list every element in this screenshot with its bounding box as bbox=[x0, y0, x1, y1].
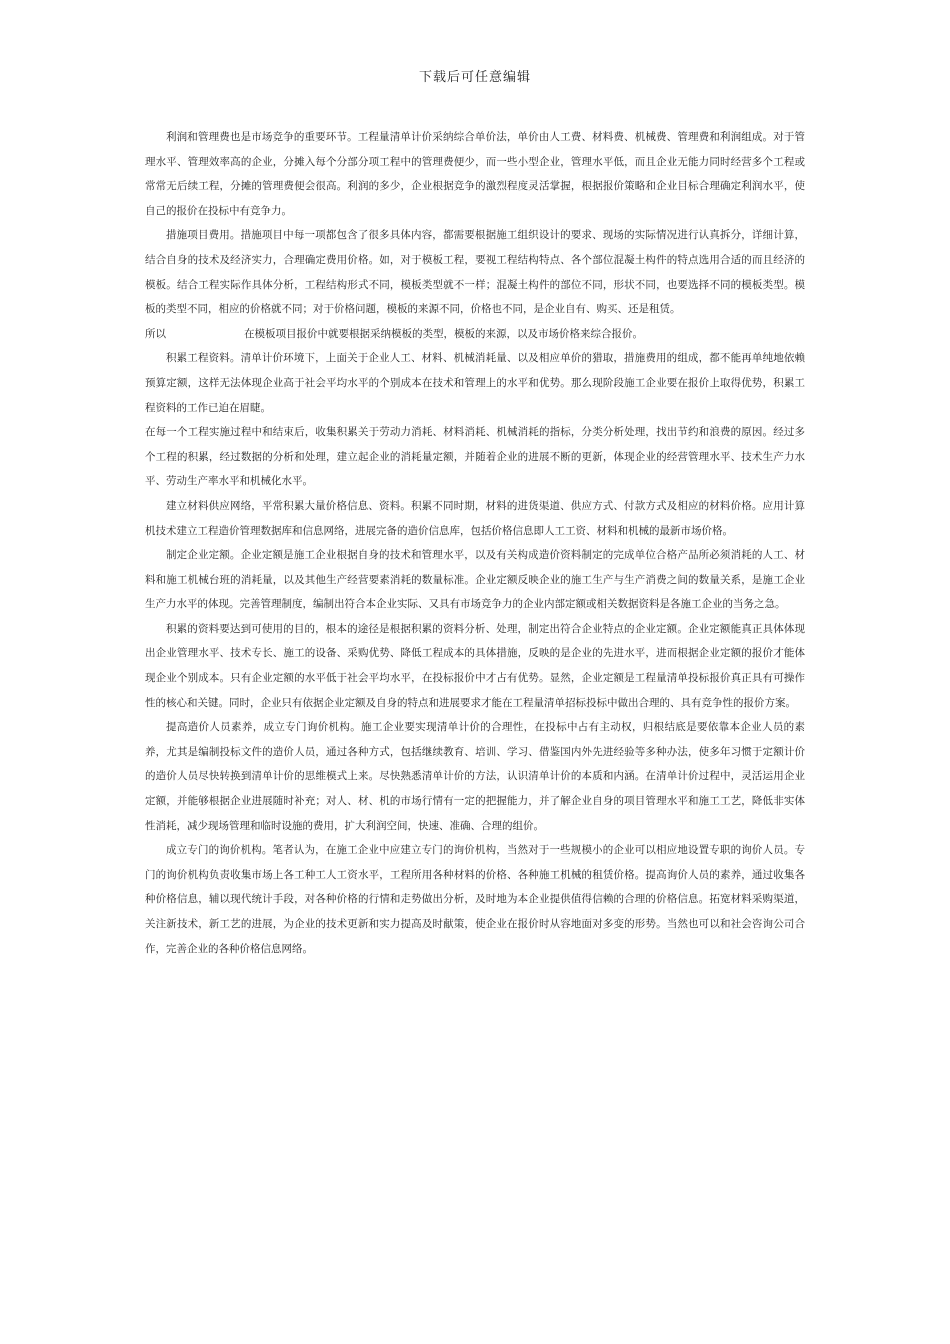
document-body bbox=[145, 125, 805, 961]
paragraph-measures-cost: 措施项目费用。措施项目中每一项都包含了很多具体内容，都需要根据施工组织设计的要求、现场的实际情况进行认真拆分，详细计算，结合自身的技术及经济实力，合理确定费用价格。如，对于模板工程，要视工程结构特点、各个部位混凝土构件的特点选用合适的而且经济的模板。结合工程实际作具体分析，工程结构形式不同，模板类型就不一样；混凝土构件的部位不同，形状不同，也要选择不同的模板类型。模板的类型不同，相应的价格就不同；对于价格问题，模板的来源不同，价格也不同，是企业自有、购买、还是租赁。 bbox=[145, 229, 805, 316]
paragraph-profit-management: 利润和管理费也是市场竞争的重要环节。工程量清单计价采纳综合单价法，单价由人工费、材料费、机械费、管理费和利润组成。对于管理水平、管理效率高的企业，分摊入每个分部分项工程中的管理费便少，而一些小型企业，管理水平低，而且企业无能力同时经营多个工程或常常无后续工程，分摊的管理费便会很高。利润的多少，企业根据竞争的激烈程度灵活掌握，根据报价策略和企业目标合理确定利润水平，使自己的报价在投标中有竞争力。 bbox=[145, 131, 805, 217]
paragraph-material-network: 建立材料供应网络，平常积累大量价格信息、资料。积累不同时期，材料的进货渠道、供应方式、付款方式及相应的材料价格。应用计算机技术建立工程造价管理数据库和信息网络，进展完备的造价信息库，包括价格信息即人工工资、材料和机械的最新市场价格。 bbox=[145, 499, 805, 537]
inline-prefix: 所以 bbox=[145, 327, 166, 340]
paragraph-inquiry-agency: 成立专门的询价机构。笔者认为，在施工企业中应建立专门的询价机构，当然对于一些规模小的企业可以相应地设置专职的询价人员。专门的询价机构负责收集市场上各工种工人工资水平，工程所用各种材料的价格、各种施工机械的租赁价格。提高询价人员的素养，通过收集各种价格信息，辅以现代统计手段，对各种价格的行情和走势做出分析，及时地为本企业提供值得信赖的合理的价格信息。拓宽材料采购渠道，关注新技术，新工艺的进展，为企业的技术更新和实力提高及时献策，使企业在报价时从容地面对多变的形势。当然也可以和社会咨询公司合作，完善企业的各种价格信息网络。 bbox=[145, 844, 805, 955]
template-quote-text: 在模板项目报价中就要根据采纳模板的类型，模板的来源，以及市场价格来综合报价。 bbox=[244, 327, 643, 340]
paragraph-template-quote bbox=[145, 322, 805, 347]
paragraph-accumulate-data: 积累工程资料。清单计价环境下，上面关于企业人工、材料、机械消耗量、以及相应单价的猎取，措施费用的组成，都不能再单纯地依赖预算定额，这样无法体现企业高于社会平均水平的个别成本在技术和管理上的水平和优势。那么现阶段施工企业要在报价上取得优势，积累工程资料的工作已迫在眉睫。 bbox=[145, 352, 805, 414]
paragraph-process-collection: 在每一个工程实施过程中和结束后，收集积累关于劳动力消耗、材料消耗、机械消耗的指标，分类分析处理，找出节约和浪费的原因。经过多个工程的积累，经过数据的分析和处理，建立起企业的消耗量定额，并随着企业的进展不断的更新，体现企业的经营管理水平、技术生产力水平、劳动生产率水平和机械化水平。 bbox=[145, 426, 805, 488]
page-header: 下载后可任意编辑 bbox=[418, 70, 531, 85]
paragraph-staff-quality: 提高造价人员素养，成立专门询价机构。施工企业要实现清单计价的合理性，在投标中占有主动权，归根结底是要依靠本企业人员的素养，尤其是编制投标文件的造价人员，通过各种方式，包括继续教育、培训、学习、借鉴国内外先进经验等多种办法，使多年习惯于定额计价的造价人员尽快转换到清单计价的思维模式上来。尽快熟悉清单计价的方法，认识清单计价的本质和内涵。在清单计价过程中，灵活运用企业定额，并能够根据企业进展随时补充；对人、材、机的市场行情有一定的把握能力，并了解企业自身的项目管理水平和施工工艺，降低非实体性消耗，减少现场管理和临时设施的费用，扩大利润空间，快速、准确、合理的组价。 bbox=[145, 721, 805, 832]
paragraph-enterprise-quota: 制定企业定额。企业定额是施工企业根据自身的技术和管理水平，以及有关构成造价资料制定的完成单位合格产品所必须消耗的人工、材料和施工机械台班的消耗量，以及其他生产经营要素消耗的数量标准。企业定额反映企业的施工生产与生产消费之间的数量关系，是施工企业生产力水平的体现。完善管理制度，编制出符合本企业实际、又具有市场竞争力的企业内部定额或相关数据资料是各施工企业的当务之急。 bbox=[145, 549, 805, 611]
paragraph-data-usage: 积累的资料要达到可使用的目的，根本的途径是根据积累的资料分析、处理，制定出符合企业特点的企业定额。企业定额能真正具体体现出企业管理水平、技术专长、施工的设备、采购优势、降低工程成本的具体措施，反映的是企业的先进水平，进而根据企业定额的报价才能体现企业个别成本。只有企业定额的水平低于社会平均水平，在投标报价中才占有优势。显然，企业定额是工程量清单投标报价真正具有可操作性的核心和关键。同时，企业只有依据企业定额及自身的特点和进展要求才能在工程量清单招标投标中做出合理的、具有竞争性的报价方案。 bbox=[145, 622, 805, 709]
